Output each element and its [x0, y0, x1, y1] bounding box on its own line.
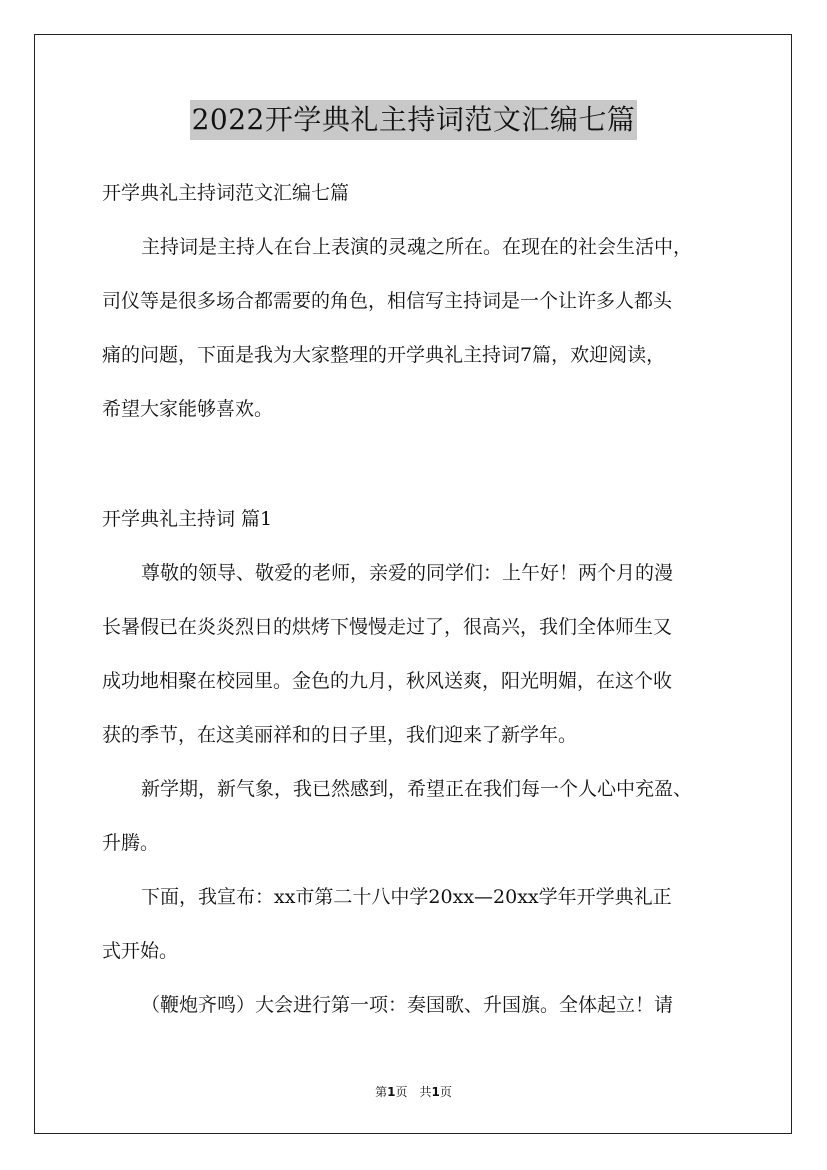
footer-suffix: 页	[439, 1085, 452, 1099]
body-line: 升腾。	[102, 832, 160, 854]
page-footer	[0, 1083, 827, 1100]
intro-line: 希望大家能够喜欢。	[102, 398, 274, 420]
body-line: 获的季节，在这美丽祥和的日子里，我们迎来了新学年。	[102, 724, 578, 746]
intro-line: 司仪等是很多场合都需要的角色，相信写主持词是一个让许多人都头	[102, 290, 673, 312]
body-line: （鞭炮齐鸣）大会进行第一项：奏国歌、升国旗。全体起立！请	[141, 994, 674, 1016]
body-line: 尊敬的领导、敬爱的老师，亲爱的同学们：上午好！两个月的漫	[141, 562, 674, 584]
body-line: 式开始。	[102, 940, 179, 962]
body-line: 成功地相聚在校园里。金色的九月，秋风送爽，阳光明媚，在这个收	[102, 670, 673, 692]
document-title: 2022开学典礼主持词范文汇编七篇	[190, 100, 638, 140]
intro-line: 痛的问题，下面是我为大家整理的开学典礼主持词7篇，欢迎阅读，	[102, 344, 666, 366]
subtitle: 开学典礼主持词范文汇编七篇	[102, 182, 350, 204]
body-line: 新学期，新气象，我已然感到，希望正在我们每一个人心中充盈、	[141, 778, 693, 800]
section-heading: 开学典礼主持词 篇1	[102, 508, 273, 530]
intro-line: 主持词是主持人在台上表演的灵魂之所在。在现在的社会生活中，	[141, 236, 693, 258]
body-line: 下面，我宣布：xx市第二十八中学20xx—20xx学年开学典礼正	[141, 886, 672, 908]
footer-total-pages: 1	[431, 1085, 440, 1099]
footer-current-page: 1	[387, 1085, 396, 1099]
footer-prefix: 第	[375, 1085, 388, 1099]
title-container	[0, 100, 827, 140]
footer-mid: 页 共	[395, 1085, 432, 1099]
body-line: 长暑假已在炎炎烈日的烘烤下慢慢走过了，很高兴，我们全体师生又	[102, 616, 673, 638]
